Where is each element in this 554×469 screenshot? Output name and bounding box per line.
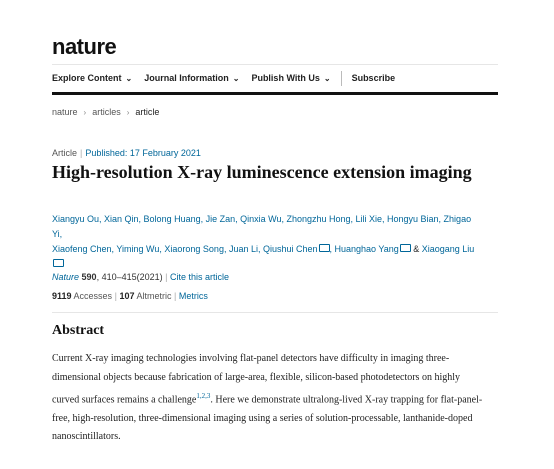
accesses-label: Accesses — [73, 291, 113, 301]
nav-subscribe[interactable] — [352, 73, 396, 83]
metrics-divider: | — [174, 291, 177, 301]
chevron-right-icon: › — [83, 107, 87, 117]
authors-line-1[interactable]: Xiangyu Ou, Xian Qin, Bolong Huang, Jie Zan, Qinxia Wu, Zhongzhu Hong, Lili Xie, Hongyu Bian, Zhigao Yi, — [52, 214, 472, 239]
article-meta — [52, 148, 201, 158]
nav-publish-with-us[interactable] — [251, 73, 330, 83]
nav-label: Subscribe — [351, 73, 396, 83]
nav-label: Explore Content — [52, 73, 122, 83]
journal-name[interactable]: Nature — [52, 272, 80, 282]
breadcrumb-articles[interactable]: articles — [92, 107, 121, 117]
breadcrumb-nature[interactable]: nature — [52, 107, 78, 117]
chevron-down-icon: ⌄ — [125, 73, 133, 83]
article-title: High-resolution X-ray luminescence extension imaging — [52, 162, 472, 182]
article-type: Article — [52, 148, 78, 158]
abstract-text-part-1: Current X-ray imaging technologies involving flat-panel detectors have difficulty in imaging three-dimensional objects because fabrication of large-area, flexible, silicon-based photodetectors on highly curved surfaces remains a challenge — [52, 353, 461, 406]
nav-underline — [52, 92, 498, 95]
cite-this-article-link[interactable]: Cite this article — [170, 272, 230, 282]
breadcrumb-article: article — [135, 107, 160, 117]
nav-label: Journal Information — [144, 73, 229, 83]
email-icon[interactable] — [400, 244, 411, 252]
accesses-count: 9119 — [52, 291, 72, 301]
altmetric-label: Altmetric — [136, 291, 172, 301]
cite-divider: | — [165, 272, 168, 282]
nature-logo[interactable]: nature — [52, 34, 117, 59]
abstract-heading: Abstract — [52, 323, 105, 338]
chevron-down-icon: ⌄ — [323, 73, 331, 83]
metrics-link[interactable]: Metrics — [178, 291, 208, 301]
citation — [52, 272, 229, 282]
metrics-divider: | — [114, 291, 117, 301]
nav-explore-content[interactable] — [52, 73, 132, 83]
author-last[interactable]: Xiaogang Liu — [421, 244, 475, 254]
breadcrumb — [52, 107, 159, 117]
section-divider — [52, 312, 498, 313]
reference-links[interactable]: 1,2,3 — [196, 392, 211, 400]
chevron-down-icon: ⌄ — [232, 73, 240, 83]
nav-label: Publish With Us — [251, 73, 320, 83]
authors-ampersand: & — [410, 244, 422, 254]
journal-volume: 590 — [81, 272, 97, 282]
altmetric-count: 107 — [119, 291, 135, 301]
email-icon[interactable] — [53, 259, 64, 267]
author-list — [52, 212, 482, 272]
authors-line-2b[interactable]: , Huanghao Yang — [329, 244, 399, 254]
abstract-text-part-2: . Here we demonstrate ultralong-lived X-ray trapping for flat-panel-free, high-resolution, three-dimensional imaging using a series of solution-processable, lanthanide-doped nanoscintillators. — [52, 394, 483, 443]
meta-divider: | — [80, 148, 83, 158]
email-icon[interactable] — [319, 244, 330, 252]
main-nav — [52, 64, 498, 91]
published-date: Published: 17 February 2021 — [85, 148, 201, 158]
nav-journal-information[interactable] — [144, 73, 239, 83]
nav-divider — [341, 71, 342, 86]
journal-pages: , 410–415(2021) — [96, 272, 163, 282]
article-metrics — [52, 291, 208, 301]
authors-line-2[interactable]: Xiaofeng Chen, Yiming Wu, Xiaorong Song, Juan Li, Qiushui Chen — [52, 244, 318, 254]
abstract-text — [52, 350, 484, 447]
chevron-right-icon: › — [126, 107, 130, 117]
